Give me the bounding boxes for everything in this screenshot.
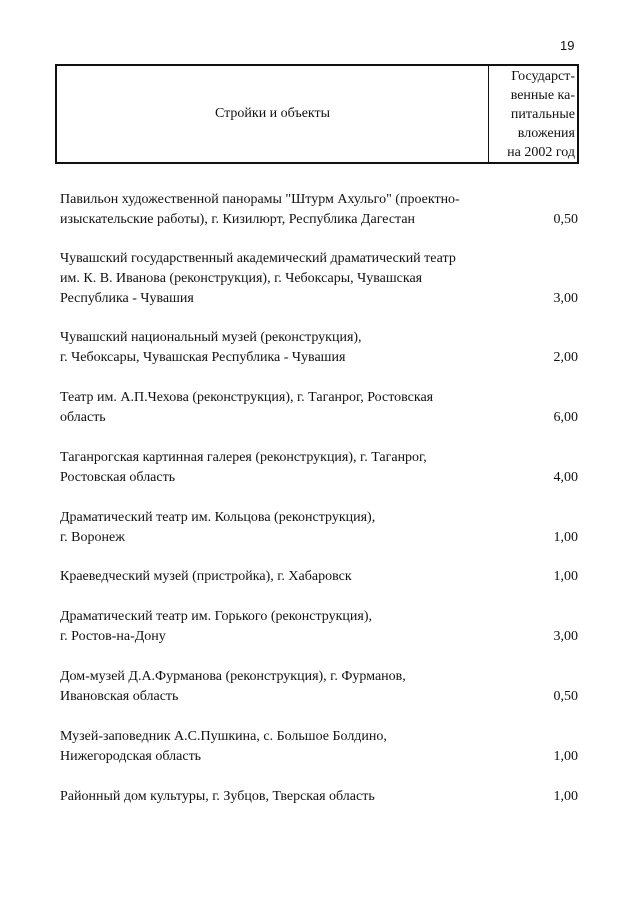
investment-header-line: вложения <box>517 125 575 141</box>
list-item <box>60 190 578 230</box>
investment-column-header <box>489 66 577 162</box>
entry-line: Таганрогская картинная галерея (реконструкция), г. Таганрог, <box>60 450 427 465</box>
list-item <box>60 448 578 488</box>
list-item <box>60 388 578 428</box>
list-item <box>60 667 578 707</box>
entry-value: 6,00 <box>553 410 578 425</box>
entry-value: 0,50 <box>553 212 578 227</box>
entry-line: Чувашский государственный академический драматический театр <box>60 251 456 266</box>
entry-line: Ивановская область <box>60 689 179 704</box>
entry-line: Районный дом культуры, г. Зубцов, Тверская область <box>60 789 375 804</box>
table-header <box>55 64 579 164</box>
entry-line: Ростовская область <box>60 470 176 485</box>
entry-value: 3,00 <box>553 629 578 644</box>
entry-line: изыскательские работы), г. Кизилюрт, Республика Дагестан <box>60 212 416 227</box>
entry-line: Драматический театр им. Горького (реконструкция), <box>60 609 372 624</box>
entry-value: 1,00 <box>553 569 578 584</box>
entry-line: Нижегородская область <box>60 749 202 764</box>
entry-line: Павильон художественной панорамы "Штурм Ахульго" (проектно- <box>60 192 460 207</box>
entry-line: г. Воронеж <box>60 530 125 545</box>
entry-name <box>60 567 500 587</box>
entry-name <box>60 249 500 309</box>
entry-line: им. К. В. Иванова (реконструкция), г. Чебоксары, Чувашская <box>60 271 423 286</box>
investment-header-line: венные ка- <box>510 87 575 103</box>
entry-value: 3,00 <box>553 291 578 306</box>
investment-header-line: Государст- <box>511 68 575 84</box>
entry-value: 1,00 <box>553 749 578 764</box>
entry-line: Республика - Чувашия <box>60 291 194 306</box>
entry-line: область <box>60 410 106 425</box>
entry-value: 4,00 <box>553 470 578 485</box>
entry-name <box>60 448 500 488</box>
entry-value: 1,00 <box>553 530 578 545</box>
entry-name <box>60 727 500 767</box>
entry-line: Дом-музей Д.А.Фурманова (реконструкция), г. Фурманов, <box>60 669 406 684</box>
list-item <box>60 567 578 587</box>
list-item <box>60 607 578 647</box>
investment-header-line: на 2002 год <box>507 144 575 160</box>
entry-name <box>60 190 500 230</box>
list-item <box>60 249 578 309</box>
list-item <box>60 787 578 807</box>
entry-name <box>60 508 500 548</box>
list-item <box>60 727 578 767</box>
entry-name <box>60 388 500 428</box>
investment-header-line: питальные <box>510 106 575 122</box>
entry-line: Чувашский национальный музей (реконструкция), <box>60 330 362 345</box>
objects-column-header: Стройки и объекты <box>57 66 489 162</box>
entry-line: Музей-заповедник А.С.Пушкина, с. Большое Болдино, <box>60 729 387 744</box>
page-number: 19 <box>560 38 575 53</box>
entry-name <box>60 787 500 807</box>
entry-line: Театр им. А.П.Чехова (реконструкция), г. Таганрог, Ростовская <box>60 390 434 405</box>
entry-value: 2,00 <box>553 350 578 365</box>
list-item <box>60 508 578 548</box>
entry-line: г. Ростов-на-Дону <box>60 629 166 644</box>
entry-name <box>60 607 500 647</box>
entry-value: 0,50 <box>553 689 578 704</box>
entry-line: Краеведческий музей (пристройка), г. Хабаровск <box>60 569 352 584</box>
list-item <box>60 328 578 368</box>
entry-name <box>60 328 500 368</box>
entry-line: Драматический театр им. Кольцова (реконструкция), <box>60 510 376 525</box>
entry-value: 1,00 <box>553 789 578 804</box>
entry-line: г. Чебоксары, Чувашская Республика - Чувашия <box>60 350 346 365</box>
entry-name <box>60 667 500 707</box>
